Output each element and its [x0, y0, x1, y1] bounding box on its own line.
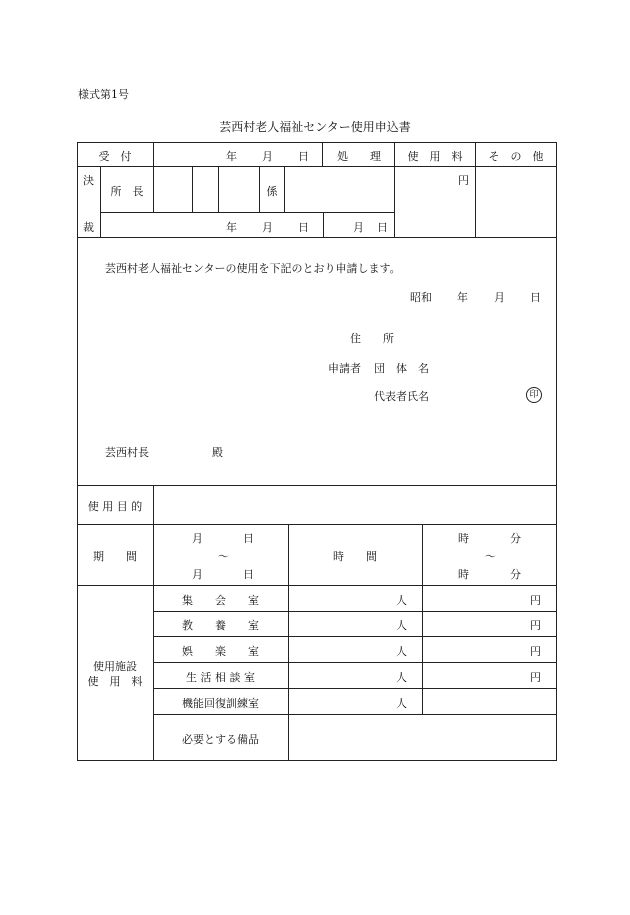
period-start-day: 日 [243, 532, 254, 545]
period-range-sep: 〜 [218, 550, 229, 563]
director-label: 所 長 [110, 185, 144, 198]
facility-row-name: 生 活 相 談 室 [186, 671, 255, 684]
application-day-label: 日 [530, 291, 541, 304]
honorific: 殿 [212, 446, 223, 459]
facility-label-line1: 使用施設 [93, 660, 137, 673]
address-label: 住 所 [350, 332, 394, 345]
time-end-hour: 時 [458, 568, 469, 581]
period-label: 期 間 [93, 550, 137, 563]
time-start-minute: 分 [510, 532, 521, 545]
facility-row-unit: 人 [396, 671, 407, 684]
time-label: 時 間 [333, 550, 377, 563]
facility-label-line2: 使 用 料 [87, 675, 143, 688]
facility-row-fee: 円 [530, 594, 541, 607]
equipment-field[interactable] [294, 718, 552, 756]
application-month-label: 月 [494, 291, 505, 304]
facility-row-fee: 円 [530, 645, 541, 658]
processing-label: 処 理 [337, 150, 381, 163]
facility-row-unit: 人 [396, 697, 407, 710]
facility-row-name: 集 会 室 [182, 594, 259, 607]
applicant-label: 申請者 [328, 362, 361, 375]
facility-row-unit: 人 [396, 619, 407, 632]
time-range-sep: 〜 [485, 550, 496, 563]
approval-day-label: 日 [298, 221, 309, 234]
time-start-hour: 時 [458, 532, 469, 545]
addressee: 芸西村長 [105, 446, 149, 459]
facility-row-name: 教 養 室 [182, 619, 259, 632]
processing-day-label: 日 [377, 221, 388, 234]
approval-ketsu-label: 決 [83, 174, 94, 187]
reception-year-label: 年 [226, 150, 237, 163]
form-title: 芸西村老人福祉センター使用申込書 [219, 120, 411, 134]
equipment-label: 必要とする備品 [182, 733, 259, 746]
approval-year-label: 年 [226, 221, 237, 234]
facility-row-name: 機能回復訓練室 [182, 697, 259, 710]
period-end-day: 日 [243, 568, 254, 581]
approval-month-label: 月 [262, 221, 273, 234]
period-start-month: 月 [192, 532, 203, 545]
organization-label: 団 体 名 [374, 362, 429, 375]
representative-label: 代表者氏名 [374, 390, 429, 403]
approval-sai-label: 裁 [83, 221, 94, 234]
processing-month-label: 月 [353, 221, 364, 234]
form-number: 様式第1号 [78, 88, 129, 101]
reception-month-label: 月 [262, 150, 273, 163]
period-end-month: 月 [192, 568, 203, 581]
application-year-label: 年 [457, 291, 468, 304]
application-statement: 芸西村老人福祉センターの使用を下記のとおり申請します。 [105, 262, 401, 275]
facility-row-unit: 人 [396, 645, 407, 658]
usage-fee-header: 使 用 料 [407, 150, 463, 163]
other-header: そ の 他 [488, 150, 544, 163]
seal-icon: 印 [526, 387, 542, 403]
purpose-field[interactable] [160, 489, 550, 521]
staff-label: 係 [266, 185, 278, 198]
reception-label: 受 付 [98, 150, 132, 163]
time-end-minute: 分 [510, 568, 521, 581]
facility-row-fee: 円 [530, 671, 541, 684]
facility-row-unit: 人 [396, 594, 407, 607]
date-era: 昭和 [410, 291, 432, 304]
facility-row-fee: 円 [530, 619, 541, 632]
reception-day-label: 日 [298, 150, 309, 163]
facility-row-name: 娯 楽 室 [182, 645, 259, 658]
fee-yen-label: 円 [458, 174, 469, 187]
purpose-label: 使 用 目 的 [87, 500, 143, 513]
